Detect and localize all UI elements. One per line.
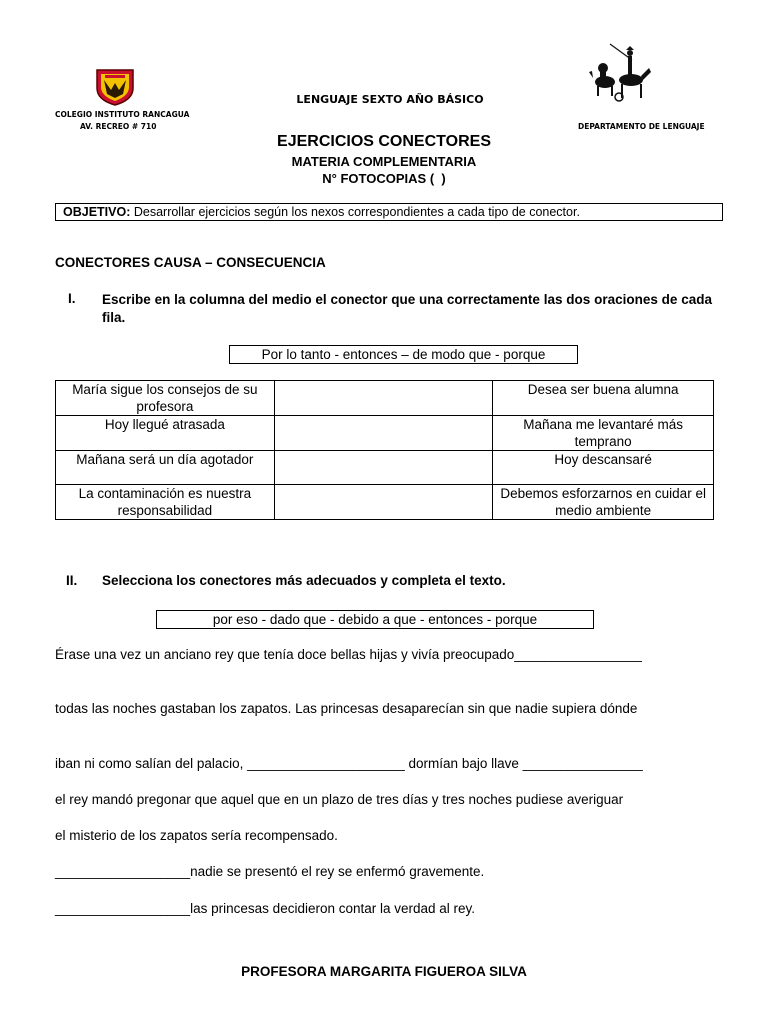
story-paragraph-4: el rey mandó pregonar que aquel que en un plazo de tres días y tres noches pudiese averiguar (55, 792, 624, 807)
story-paragraph-5: el misterio de los zapatos sería recompensado. (55, 828, 338, 843)
table-row (56, 451, 714, 485)
part2-numeral: II. (66, 573, 78, 588)
row-left-sentence: Mañana será un día agotador (56, 451, 275, 485)
quixote-logo (585, 42, 655, 104)
school-crest (95, 68, 135, 106)
section-title: CONECTORES CAUSA – CONSECUENCIA (55, 255, 326, 270)
part2-connector-box: por eso - dado que - debido a que - entonces - porque (156, 610, 594, 629)
connector-table (55, 380, 714, 520)
objective-label: OBJETIVO: (63, 205, 131, 219)
table-row (56, 416, 714, 451)
teacher-name: PROFESORA MARGARITA FIGUEROA SILVA (241, 964, 527, 979)
row-connector-cell[interactable] (274, 381, 493, 416)
story-paragraph-2: todas las noches gastaban los zapatos. Las princesas desaparecían sin que nadie supiera dónde (55, 701, 638, 716)
table-row (56, 381, 714, 416)
story-paragraph-3: iban ni como salían del palacio, _____________________ dormían bajo llave ________________ (55, 756, 643, 771)
subtitle-materia: MATERIA COMPLEMENTARIA (291, 154, 477, 169)
subtitle-fotocopias: N° FOTOCOPIAS ( ) (322, 171, 446, 186)
story-paragraph-6: __________________nadie se presentó el rey se enfermó gravemente. (55, 864, 485, 879)
row-left-sentence: La contaminación es nuestra responsabilidad (56, 485, 275, 520)
school-name: COLEGIO INSTITUTO RANCAGUA (55, 110, 190, 119)
row-left-sentence: María sigue los consejos de su profesora (56, 381, 275, 416)
objective-box (55, 203, 723, 221)
school-crest-icon (95, 68, 135, 106)
row-connector-cell[interactable] (274, 416, 493, 451)
part1-connector-box: Por lo tanto - entonces – de modo que - porque (229, 345, 578, 364)
row-connector-cell[interactable] (274, 485, 493, 520)
part1-instruction: Escribe en la columna del medio el conector que una correctamente las dos oraciones de cada fila. (102, 292, 712, 325)
story-paragraph-7: __________________las princesas decidieron contar la verdad al rey. (55, 901, 476, 916)
don-quixote-icon (585, 42, 655, 104)
page-title: EJERCICIOS CONECTORES (277, 133, 491, 150)
part2-instruction: Selecciona los conectores más adecuados y completa el texto. (102, 573, 506, 588)
subject-title: LENGUAJE SEXTO AÑO BÁSICO (296, 93, 484, 106)
row-left-sentence: Hoy llegué atrasada (56, 416, 275, 451)
department-name: DEPARTAMENTO DE LENGUAJE (578, 122, 705, 131)
row-connector-cell[interactable] (274, 451, 493, 485)
objective-text: Desarrollar ejercicios según los nexos correspondientes a cada tipo de conector. (130, 205, 580, 219)
story-paragraph-1: Érase una vez un anciano rey que tenía doce bellas hijas y vivía preocupado_________________ (55, 647, 642, 662)
row-right-sentence: Hoy descansaré (493, 451, 714, 485)
row-right-sentence: Mañana me levantaré más temprano (493, 416, 714, 451)
part1-numeral: I. (68, 291, 76, 306)
row-right-sentence: Debemos esforzarnos en cuidar el medio ambiente (493, 485, 714, 520)
table-row (56, 485, 714, 520)
school-address: AV. RECREO # 710 (80, 122, 157, 131)
row-right-sentence: Desea ser buena alumna (493, 381, 714, 416)
